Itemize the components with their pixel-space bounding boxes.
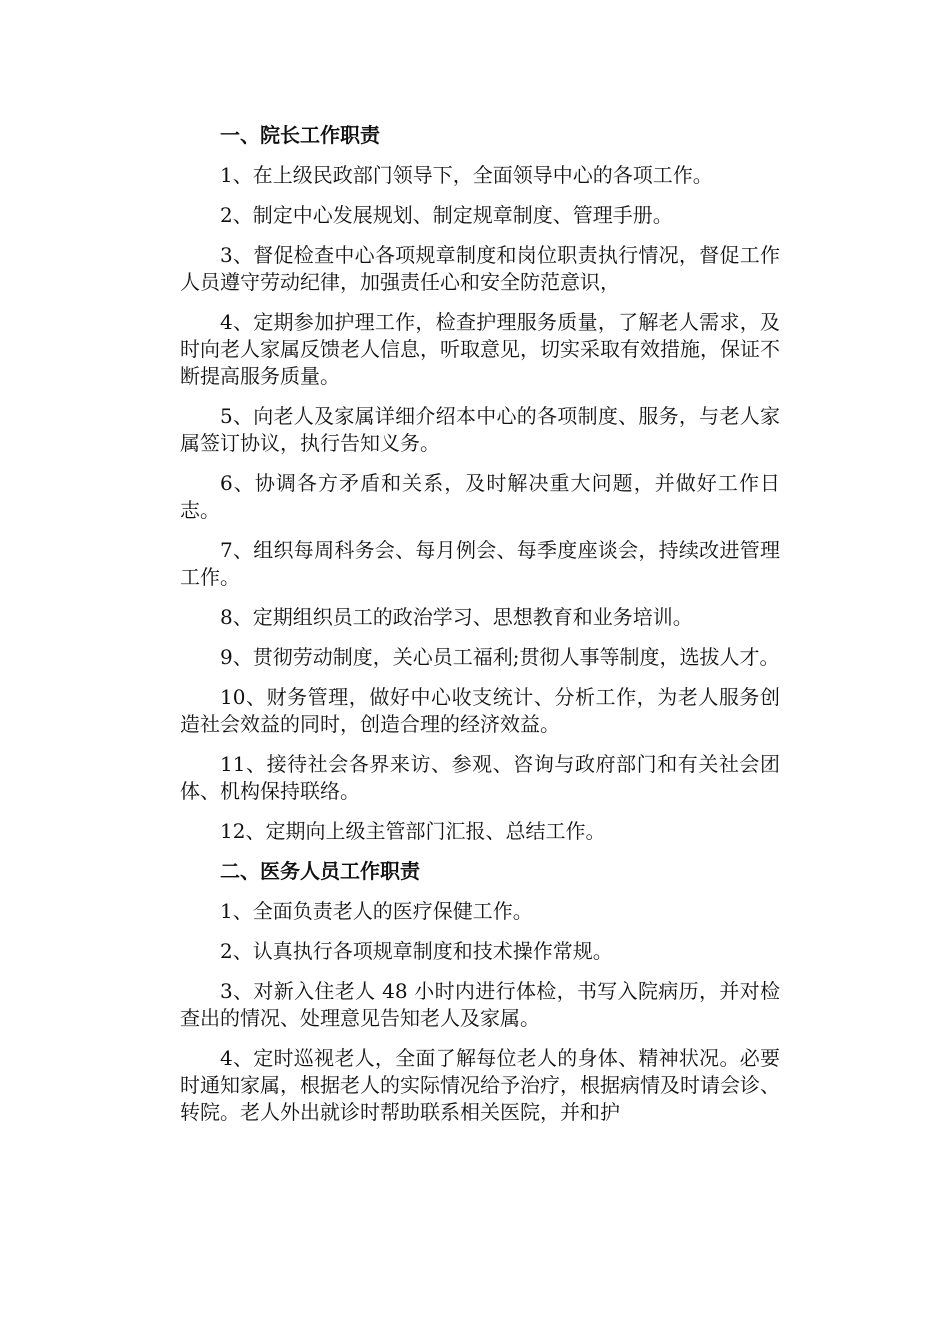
duty-item: 5、向老人及家属详细介绍本中心的各项制度、服务，与老人家属签订协议，执行告知义务。 (180, 404, 780, 455)
duty-item: 1、全面负责老人的医疗保健工作。 (220, 899, 533, 923)
duty-item: 1、在上级民政部门领导下，全面领导中心的各项工作。 (220, 163, 713, 187)
duty-item: 2、认真执行各项规章制度和技术操作常规。 (220, 939, 613, 963)
section-heading: 一、院长工作职责 (220, 123, 380, 147)
duty-item: 12、定期向上级主管部门汇报、总结工作。 (220, 819, 606, 843)
duty-item: 4、定期参加护理工作，检查护理服务质量，了解老人需求，及时向老人家属反馈老人信息，听取意见，切实采取有效措施，保证不断提高服务质量。 (180, 310, 780, 388)
duty-item: 7、组织每周科务会、每月例会、每季度座谈会，持续改进管理工作。 (180, 538, 780, 589)
duty-item: 3、对新入住老人 48 小时内进行体检，书写入院病历，并对检查出的情况、处理意见告知老人及家属。 (180, 979, 780, 1030)
duty-item: 4、定时巡视老人，全面了解每位老人的身体、精神状况。必要时通知家属，根据老人的实际情况给予治疗，根据病情及时请会诊、转院。老人外出就诊时帮助联系相关医院，并和护 (180, 1046, 780, 1124)
duty-item: 8、定期组织员工的政治学习、思想教育和业务培训。 (220, 605, 693, 629)
duty-item: 3、督促检查中心各项规章制度和岗位职责执行情况，督促工作人员遵守劳动纪律，加强责任心和安全防范意识， (180, 243, 780, 294)
duty-item: 6、协调各方矛盾和关系，及时解决重大问题，并做好工作日志。 (180, 471, 780, 522)
document-page (180, 122, 780, 1139)
duty-item: 2、制定中心发展规划、制定规章制度、管理手册。 (220, 203, 673, 227)
duty-item: 10、财务管理，做好中心收支统计、分析工作，为老人服务创造社会效益的同时，创造合理的经济效益。 (180, 685, 780, 736)
section-heading: 二、医务人员工作职责 (220, 859, 420, 883)
section-director-duties (180, 122, 780, 845)
duty-item: 9、贯彻劳动制度，关心员工福利;贯彻人事等制度，选拔人才。 (220, 645, 780, 669)
section-medical-staff-duties (180, 858, 780, 1126)
duty-item: 11、接待社会各界来访、参观、咨询与政府部门和有关社会团体、机构保持联络。 (180, 752, 780, 803)
